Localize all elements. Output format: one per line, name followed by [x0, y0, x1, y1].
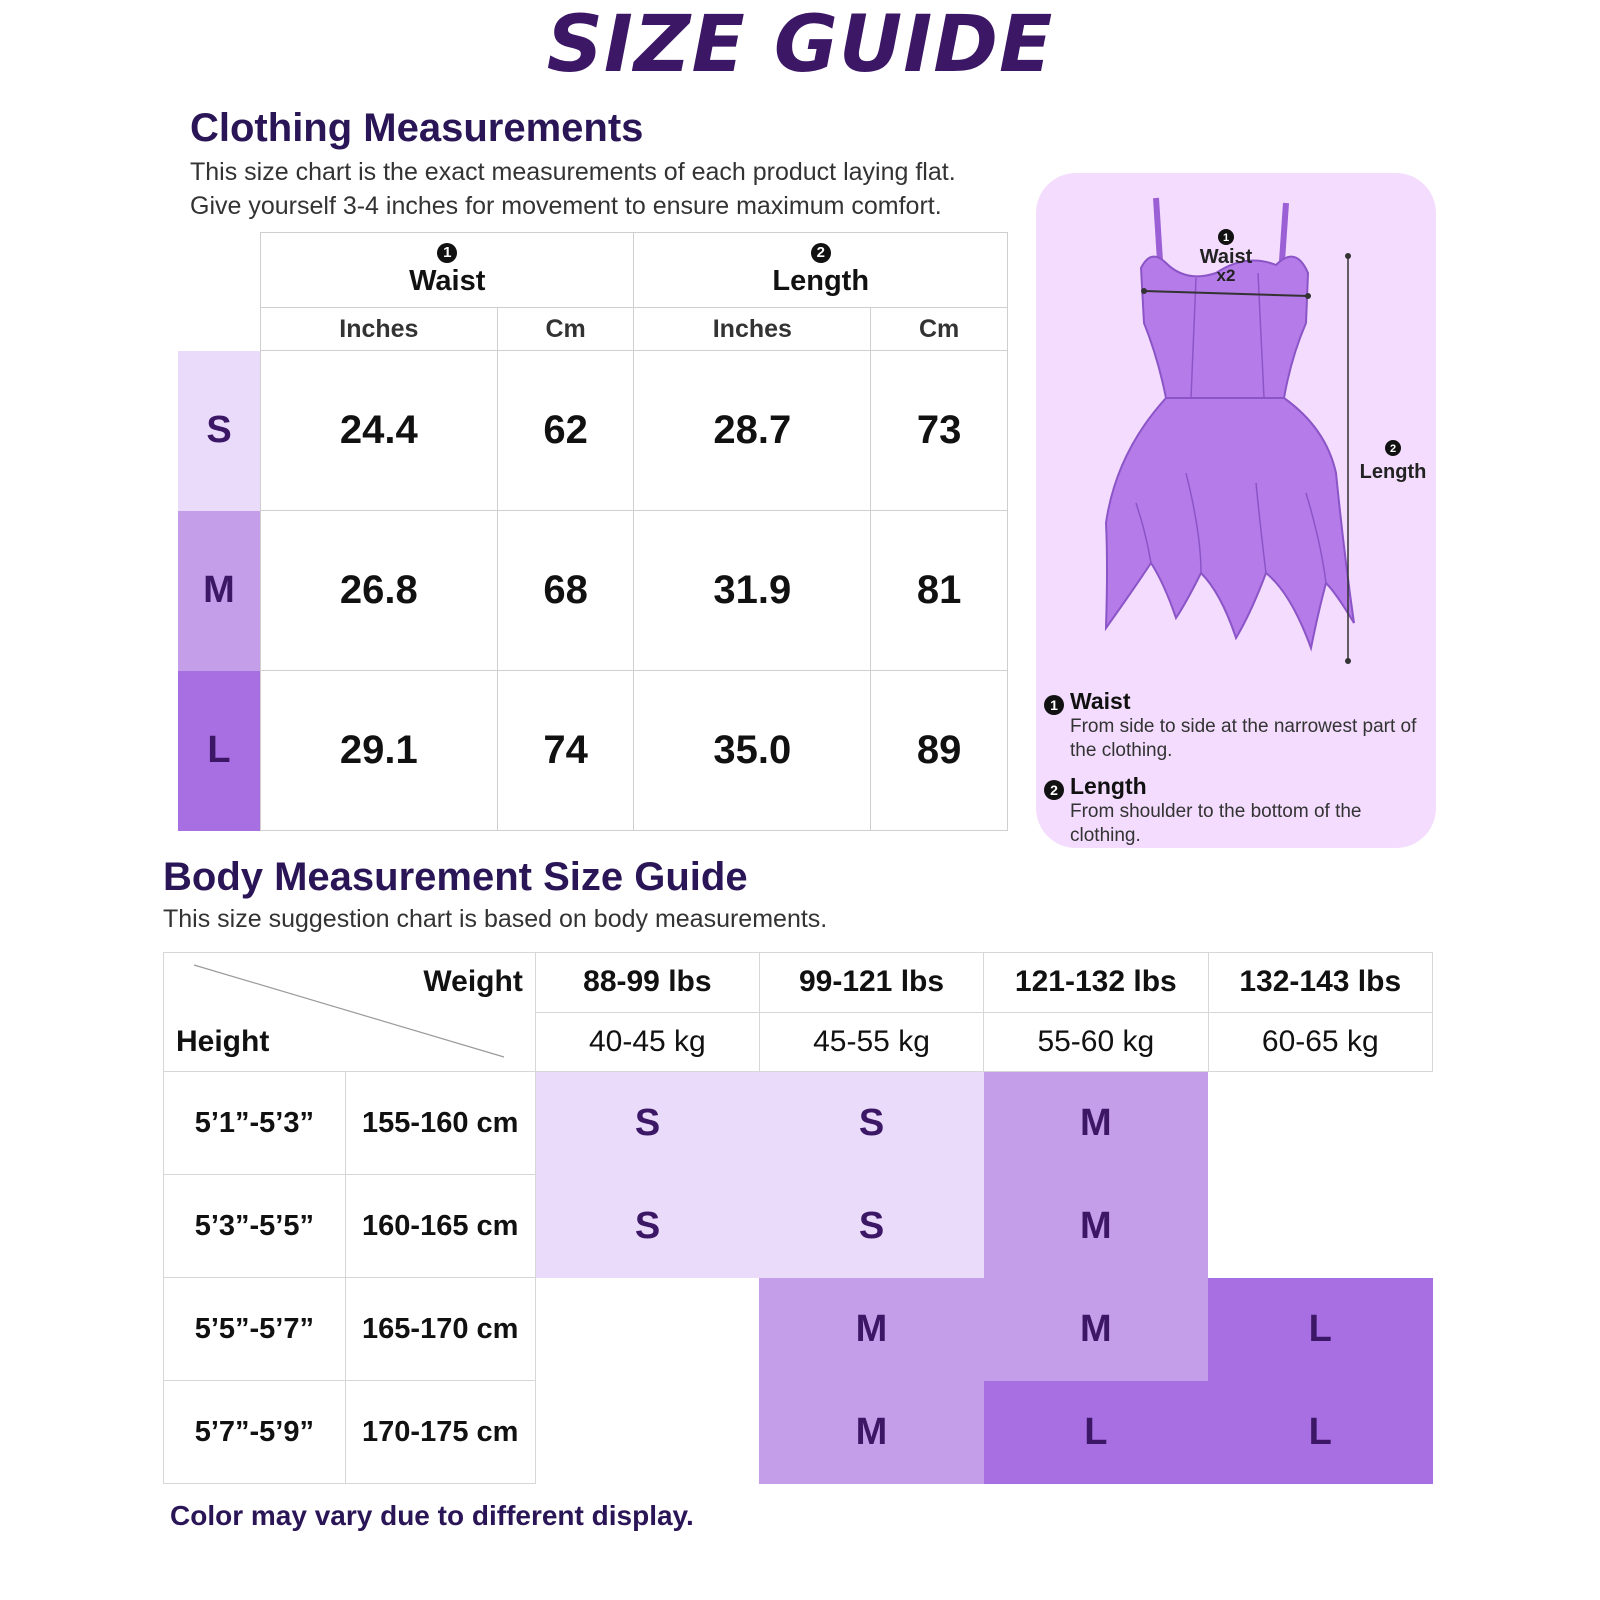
table-cell: 73 [871, 351, 1008, 511]
clothing-heading: Clothing Measurements [190, 106, 644, 150]
legend-title: Length [1070, 773, 1147, 799]
size-cell: M [759, 1278, 983, 1381]
table-row [164, 1381, 1433, 1484]
height-cm-cell: 165-170 cm [345, 1278, 535, 1381]
waist-number-icon: 1 [437, 243, 457, 263]
legend-text: From side to side at the narrowest part of the clothing. [1070, 716, 1417, 761]
length-number-icon: 2 [811, 243, 831, 263]
body-heading: Body Measurement Size Guide [163, 855, 748, 899]
legend-number-icon: 1 [1044, 695, 1064, 715]
table-row [178, 351, 1008, 511]
table-cell: 89 [871, 671, 1008, 831]
size-cell: M [984, 1175, 1208, 1278]
size-label-m: M [178, 511, 261, 671]
clothing-table [178, 232, 1008, 831]
size-cell: L [984, 1381, 1208, 1484]
unit-header: Inches [261, 308, 498, 351]
weight-kg-header: 60-65 kg [1208, 1012, 1432, 1072]
weight-label: Weight [423, 965, 523, 998]
height-cm-cell: 160-165 cm [345, 1175, 535, 1278]
size-label-l: L [178, 671, 261, 831]
footer-note: Color may vary due to different display. [170, 1500, 694, 1531]
size-cell [1208, 1072, 1432, 1175]
left-strap [1156, 198, 1160, 261]
height-cm-cell: 170-175 cm [345, 1381, 535, 1484]
unit-header: Cm [871, 308, 1008, 351]
table-cell: 28.7 [634, 351, 871, 511]
length-marker-number: 2 [1389, 443, 1397, 455]
table-cell: 35.0 [634, 671, 871, 831]
height-ft-cell: 5’7”-5’9” [164, 1381, 346, 1484]
weight-kg-header: 45-55 kg [759, 1012, 983, 1072]
size-cell: M [984, 1278, 1208, 1381]
weight-kg-header: 40-45 kg [535, 1012, 759, 1072]
table-row [164, 1175, 1433, 1278]
height-label: Height [176, 1025, 270, 1058]
height-ft-cell: 5’5”-5’7” [164, 1278, 346, 1381]
weight-lbs-header: 132-143 lbs [1208, 953, 1432, 1013]
table-cell: 29.1 [261, 671, 498, 831]
legend-number-icon: 2 [1044, 780, 1064, 800]
size-cell: S [759, 1175, 983, 1278]
size-cell: S [535, 1072, 759, 1175]
body-subtext: This size suggestion chart is based on body measurements. [163, 905, 828, 933]
dress-diagram [1036, 173, 1436, 673]
size-cell [1208, 1175, 1432, 1278]
legend-text: From shoulder to the bottom of the clothing. [1070, 801, 1362, 846]
length-marker-label: Length [1359, 461, 1427, 483]
dress-skirt [1106, 398, 1354, 648]
size-cell: M [984, 1072, 1208, 1175]
size-cell: L [1208, 1381, 1432, 1484]
clothing-subtext-1: This size chart is the exact measurements of each product laying flat. [190, 158, 956, 186]
unit-header: Inches [634, 308, 871, 351]
table-corner [164, 953, 536, 1072]
waist-group-header [261, 233, 634, 308]
size-cell: L [1208, 1278, 1432, 1381]
size-label-s: S [178, 351, 261, 511]
legend-item-waist [1044, 688, 1424, 763]
size-cell: S [759, 1072, 983, 1175]
waist-multiplier: x2 [1216, 266, 1236, 285]
height-cm-cell: 155-160 cm [345, 1072, 535, 1175]
legend [1044, 688, 1424, 848]
body-size-table [163, 952, 1433, 1484]
size-cell: S [535, 1175, 759, 1278]
weight-kg-header: 55-60 kg [984, 1012, 1208, 1072]
table-row [164, 1278, 1433, 1381]
weight-lbs-header: 99-121 lbs [759, 953, 983, 1013]
height-ft-cell: 5’3”-5’5” [164, 1175, 346, 1278]
height-ft-cell: 5’1”-5’3” [164, 1072, 346, 1175]
table-row [164, 1072, 1433, 1175]
table-cell: 74 [497, 671, 634, 831]
waist-group-label: Waist [409, 264, 486, 297]
length-group-label: Length [772, 264, 870, 297]
table-cell: 68 [497, 511, 634, 671]
waist-marker-label: Waist [1199, 246, 1253, 268]
page-title: SIZE GUIDE [546, 0, 1054, 90]
size-cell [535, 1278, 759, 1381]
weight-lbs-header: 121-132 lbs [984, 953, 1208, 1013]
measurement-diagram-panel [1036, 173, 1436, 848]
unit-header: Cm [497, 308, 634, 351]
table-cell: 62 [497, 351, 634, 511]
weight-lbs-header: 88-99 lbs [535, 953, 759, 1013]
table-cell: 24.4 [261, 351, 498, 511]
length-group-header [634, 233, 1008, 308]
table-cell: 26.8 [261, 511, 498, 671]
size-cell: M [759, 1381, 983, 1484]
table-cell: 81 [871, 511, 1008, 671]
table-cell: 31.9 [634, 511, 871, 671]
legend-title: Waist [1070, 688, 1131, 714]
clothing-subtext-2: Give yourself 3-4 inches for movement to ensure maximum comfort. [190, 192, 942, 220]
table-row [178, 671, 1008, 831]
table-row [178, 511, 1008, 671]
size-cell [535, 1381, 759, 1484]
legend-item-length [1044, 773, 1424, 848]
right-strap [1282, 203, 1286, 261]
waist-marker-number: 1 [1222, 232, 1230, 244]
